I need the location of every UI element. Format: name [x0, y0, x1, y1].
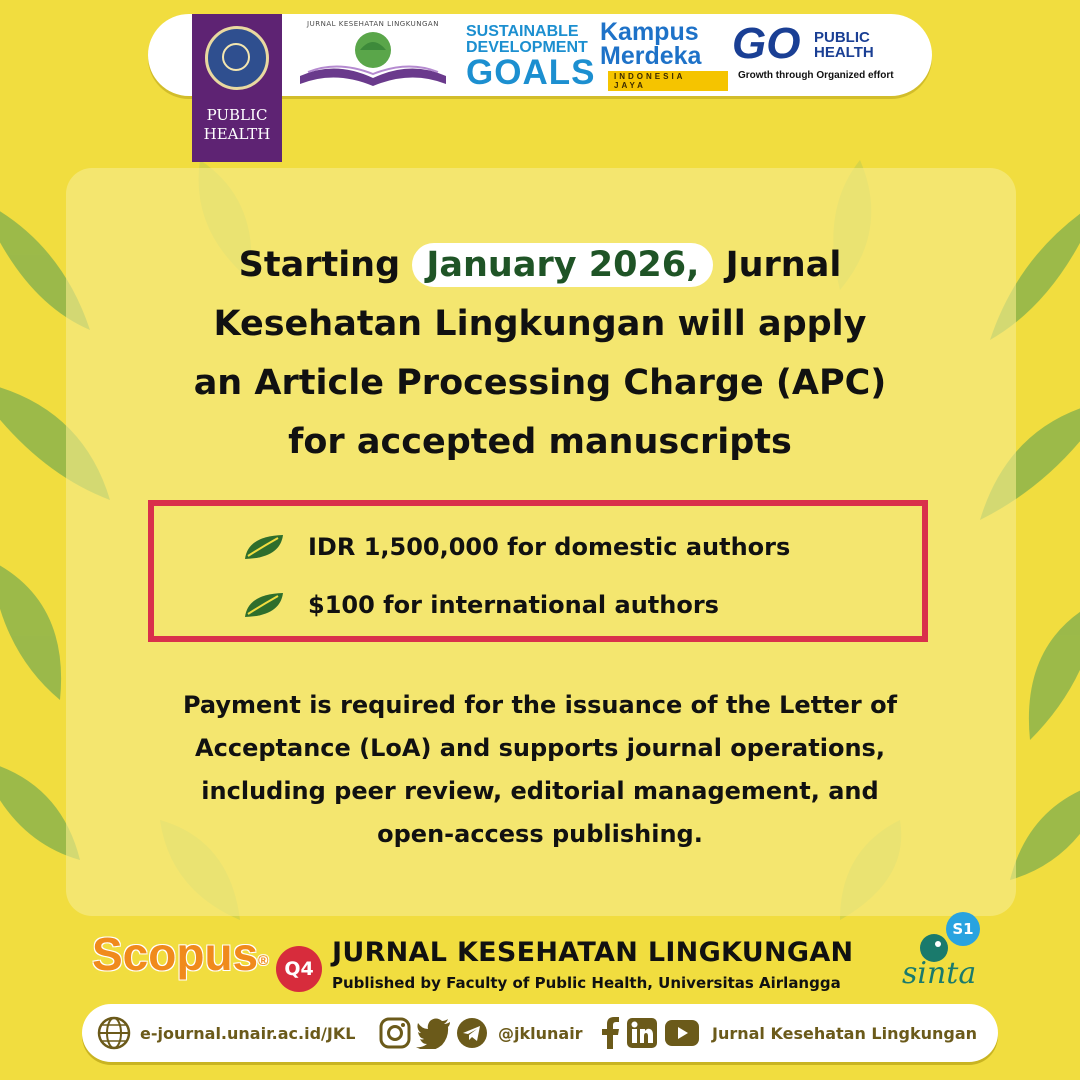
- sinta-rank-badge: S1: [946, 912, 980, 946]
- payment-line2: Acceptance (LoA) and supports journal operations,: [195, 734, 885, 762]
- fee-item-domestic: [242, 532, 790, 562]
- headline-date-highlight: January 2026,: [412, 243, 713, 287]
- youtube-icon[interactable]: [664, 1019, 700, 1047]
- public-health-badge-text: PUBLIC HEALTH: [203, 106, 271, 143]
- sdg-line1: SUSTAINABLE: [466, 23, 579, 40]
- fee-international-label: $100 for international authors: [308, 591, 719, 619]
- jkl-journal-logo: [290, 20, 456, 92]
- website-url: e-journal.unair.ac.id/JKL: [140, 1023, 356, 1043]
- facebook-icon[interactable]: [600, 1017, 620, 1049]
- sdg-line3: GOALS: [466, 53, 596, 92]
- globe-icon: [96, 1015, 132, 1051]
- scopus-logo: [92, 926, 268, 982]
- website-link[interactable]: [96, 1004, 355, 1062]
- facebook-page-name: Jurnal Kesehatan Lingkungan: [712, 1023, 977, 1043]
- public-health-badge: [192, 14, 282, 162]
- leaf-bullet-icon: [242, 590, 286, 620]
- kampus-merdeka-logo: [600, 20, 728, 92]
- sdg-logo: [466, 23, 596, 92]
- kampus-line1: Kampus: [600, 18, 699, 46]
- fee-domestic-label: IDR 1,500,000 for domestic authors: [308, 533, 791, 561]
- quartile-badge: Q4: [276, 946, 322, 992]
- headline-line2: Kesehatan Lingkungan will apply: [213, 304, 867, 344]
- telegram-icon[interactable]: [456, 1017, 488, 1049]
- headline-line4: for accepted manuscripts: [288, 422, 792, 462]
- instagram-icon[interactable]: [378, 1016, 412, 1050]
- publisher-line: Published by Faculty of Public Health, Universitas Airlangga: [332, 974, 841, 992]
- social-links[interactable]: [378, 1004, 583, 1062]
- sinta-text: sinta: [902, 956, 977, 991]
- headline-prefix: Starting: [238, 245, 401, 285]
- payment-line1: Payment is required for the issuance of the Letter of: [182, 691, 898, 719]
- go-line1: PUBLIC: [814, 29, 870, 46]
- university-seal-icon: [205, 26, 269, 90]
- go-tagline: Growth through Organized effort: [738, 70, 894, 81]
- linkedin-icon[interactable]: [626, 1017, 658, 1049]
- facebook-youtube-links[interactable]: [600, 1004, 977, 1062]
- jkl-logo-arc-text: JURNAL KESEHATAN LINGKUNGAN: [307, 20, 439, 28]
- leaf-bullet-icon: [242, 532, 286, 562]
- scopus-registered-mark: ®: [258, 952, 269, 968]
- headline-line1: [110, 236, 970, 295]
- kampus-line3: INDONESIA JAYA: [608, 71, 728, 91]
- sinta-logo: [898, 908, 994, 1000]
- kampus-line2: Merdeka: [600, 42, 702, 70]
- payment-line3: including peer review, editorial management, and: [201, 777, 879, 805]
- open-book-globe-icon: [290, 20, 456, 92]
- announcement-headline: [110, 236, 970, 472]
- twitter-icon[interactable]: [416, 1017, 452, 1049]
- go-public-health-text: [814, 30, 874, 60]
- scopus-text: Scopus: [92, 928, 259, 980]
- journal-name: JURNAL KESEHATAN LINGKUNGAN: [332, 937, 854, 968]
- headline-line1-rest: Jurnal: [725, 245, 842, 285]
- social-handle: @jklunair: [498, 1023, 583, 1043]
- fee-item-international: [242, 590, 719, 620]
- headline-line3: an Article Processing Charge (APC): [193, 363, 887, 403]
- go-line2: HEALTH: [814, 44, 874, 61]
- go-mark: GO: [732, 19, 801, 68]
- sdg-line2: DEVELOPMENT: [466, 39, 588, 56]
- apc-fee-box: [148, 500, 928, 642]
- payment-note: [100, 684, 980, 856]
- payment-line4: open-access publishing.: [377, 820, 703, 848]
